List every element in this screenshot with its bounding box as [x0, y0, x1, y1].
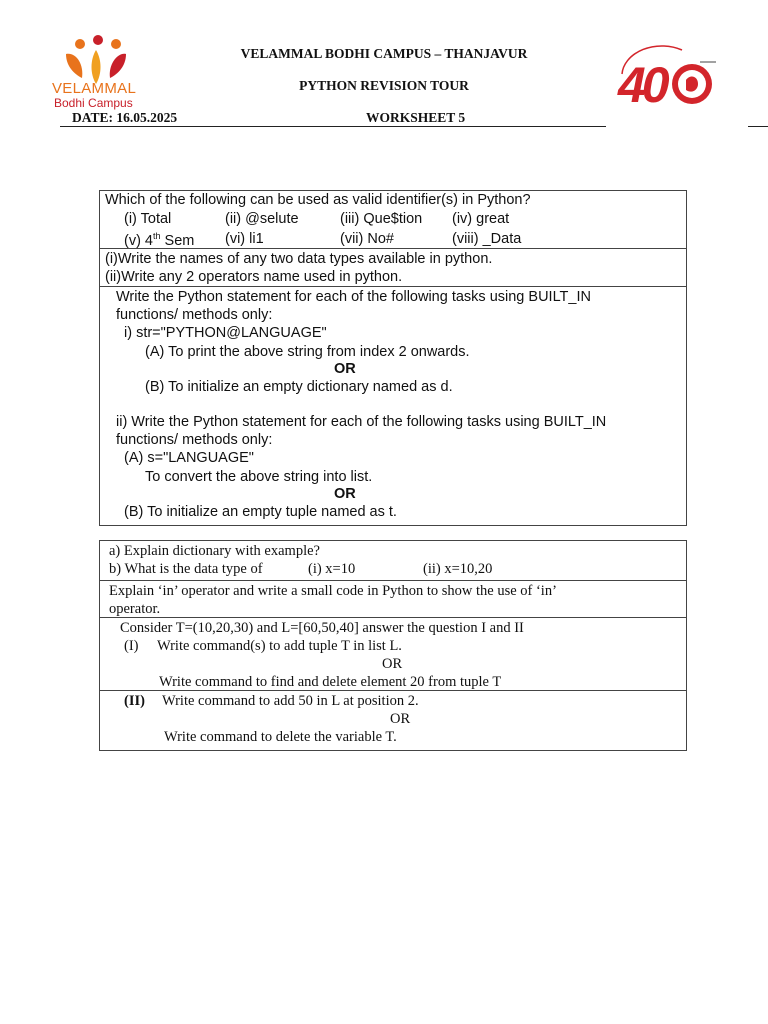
- logo-right-mark: 40: [618, 57, 666, 113]
- part-i-task: Write command(s) to add tuple T in list L.: [157, 638, 402, 654]
- option-v: (v) 4th Sem: [124, 231, 195, 249]
- header-rule-main: [60, 126, 606, 127]
- builtin-or-2: OR: [334, 486, 356, 502]
- subject-title: PYTHON REVISION TOUR: [299, 78, 469, 93]
- in-operator-line1: Explain ‘in’ operator and write a small code in Python to show the use of ‘in’: [109, 583, 557, 599]
- logo-left-line2: Bodhi Campus: [54, 96, 133, 110]
- builtin-q2-a-task: To convert the above string into list.: [145, 469, 373, 485]
- tuple-list-intro: Consider T=(10,20,30) and L=[60,50,40] answer the question I and II: [120, 620, 524, 636]
- worksheet-number: WORKSHEET 5: [366, 110, 466, 125]
- builtin-or-1: OR: [334, 361, 356, 377]
- table1-row-datatypes: [100, 248, 686, 287]
- question-table-2: [99, 540, 687, 751]
- logo-left-line1: VELAMMAL: [52, 80, 137, 97]
- identifier-question: Which of the following can be used as valid identifier(s) in Python?: [105, 192, 531, 208]
- datatype-option-ii: (ii) x=10,20: [423, 561, 493, 577]
- option-ii: (ii) @selute: [225, 211, 299, 227]
- option-vi: (vi) li1: [225, 231, 264, 247]
- table2-row-tuple-list-i: [100, 617, 686, 691]
- school-name: VELAMMAL BODHI CAMPUS – THANJAVUR: [240, 46, 528, 61]
- option-viii: (viii) _Data: [452, 231, 522, 247]
- builtin-q-str: i) str="PYTHON@LANGUAGE": [124, 325, 327, 341]
- option-vii: (vii) No#: [340, 231, 394, 247]
- header-rule-end: [748, 126, 768, 127]
- datatype-question: b) What is the data type of: [109, 561, 263, 577]
- builtin-q2-line1: ii) Write the Python statement for each of the following tasks using BUILT_IN: [116, 414, 607, 430]
- part-i-alt: Write command to find and delete element 20 from tuple T: [159, 674, 502, 690]
- part-i-label: (I): [124, 638, 139, 654]
- part-ii-alt: Write command to delete the variable T.: [164, 729, 397, 745]
- datatype-option-i: (i) x=10: [308, 561, 356, 577]
- builtin-q-b: (B) To initialize an empty dictionary named as d.: [145, 379, 453, 395]
- option-iii: (iii) Que$tion: [340, 211, 423, 227]
- table2-row-in-operator: [100, 580, 686, 618]
- part-ii-task: Write command to add 50 in L at position 2.: [162, 693, 419, 709]
- option-i: (i) Total: [124, 211, 172, 227]
- dictionary-question: a) Explain dictionary with example?: [109, 543, 320, 559]
- option-iv: (iv) great: [452, 211, 510, 227]
- builtin-q-line2: functions/ methods only:: [116, 307, 273, 323]
- table2-row-dictionary: [100, 541, 686, 580]
- table2-row-tuple-list-ii: [100, 690, 686, 750]
- table1-row-builtin: [100, 286, 686, 525]
- part-ii-label: (II): [124, 693, 145, 709]
- builtin-q2-a: (A) s="LANGUAGE": [124, 450, 254, 466]
- builtin-q-line1: Write the Python statement for each of the following tasks using BUILT_IN: [116, 289, 591, 305]
- operators-question: (ii)Write any 2 operators name used in python.: [105, 269, 403, 285]
- in-operator-line2: operator.: [109, 601, 161, 617]
- builtin-q2-b: (B) To initialize an empty tuple named as t.: [124, 504, 397, 520]
- builtin-q2-line2: functions/ methods only:: [116, 432, 273, 448]
- table1-row-identifiers: [100, 191, 686, 248]
- builtin-q-a: (A) To print the above string from index 2 onwards.: [145, 344, 470, 360]
- datatypes-question: (i)Write the names of any two data types available in python.: [105, 251, 493, 267]
- part-i-or: OR: [382, 656, 403, 672]
- worksheet-date: DATE: 16.05.2025: [72, 110, 178, 125]
- part-ii-or: OR: [390, 711, 411, 727]
- question-table-1: [99, 190, 687, 526]
